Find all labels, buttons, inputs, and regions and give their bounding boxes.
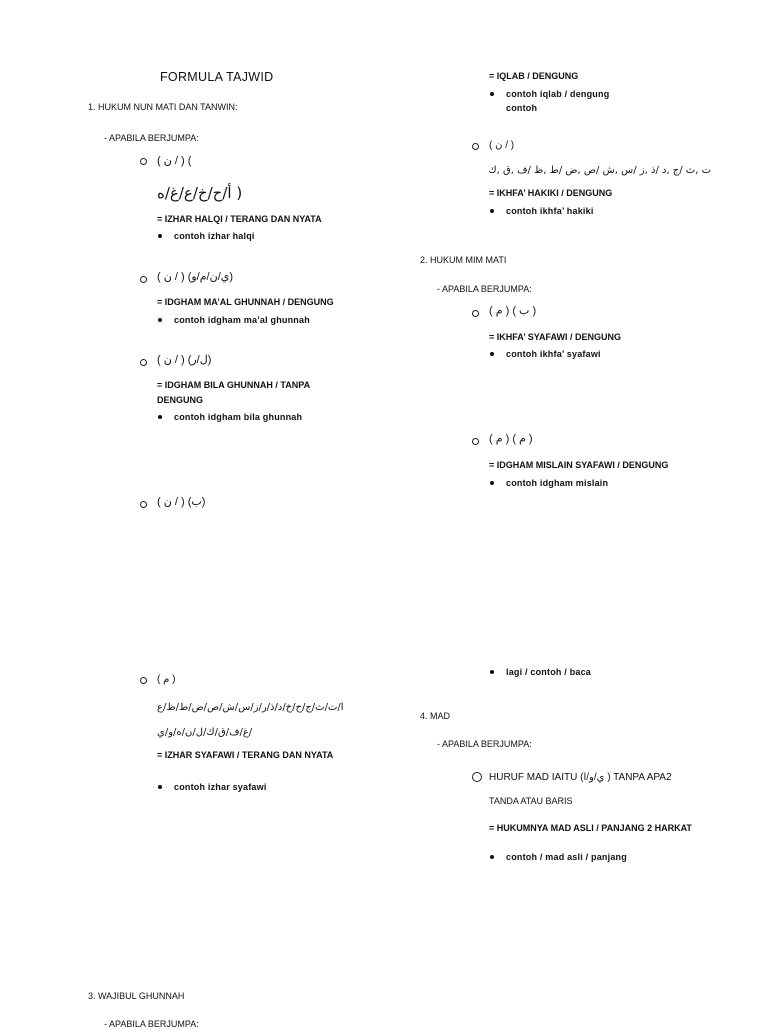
idgham-bila-pattern: ( ن / ) (ل/ر) — [157, 354, 212, 366]
bullet-dot-icon — [158, 785, 162, 789]
izhar-syafawi-letters-line2: /غ/ف/ق/ك/ل/ن/ه/و/ي — [157, 727, 253, 738]
section-1-apabila: - APABILA BERJUMPA: — [104, 133, 199, 143]
idgham-ghunnah-example: contoh idgham ma’al ghunnah — [174, 315, 310, 325]
bullet-dot-icon — [490, 92, 494, 96]
circle-bullet-icon — [140, 158, 147, 165]
ikhfa-hakiki-example: contoh ikhfa’ hakiki — [506, 206, 594, 216]
section-4-heading: 4. MAD — [420, 711, 451, 721]
bullet-dot-icon — [158, 318, 162, 322]
circle-bullet-icon — [140, 276, 147, 283]
bullet-dot-icon — [490, 209, 494, 213]
mad-huruf-line1: HURUF MAD IAITU (ي/و/ا ) TANPA APA2 — [489, 772, 672, 783]
iqlab-example-line2: contoh — [506, 103, 538, 113]
mad-asli-example: contoh / mad asli / panjang — [506, 852, 627, 862]
bullet-dot-icon — [490, 670, 494, 674]
izhar-syafawi-example-2: lagi / contoh / baca — [506, 667, 592, 677]
circle-bullet-icon — [140, 677, 147, 684]
circle-bullet-icon — [472, 143, 479, 150]
bullet-dot-icon — [490, 855, 494, 859]
ikhfa-syafawi-example: contoh ikhfa’ syafawi — [506, 349, 601, 359]
ikhfa-hakiki-rule: = IKHFA’ HAKIKI / DENGUNG — [489, 188, 613, 198]
bullet-dot-icon — [490, 481, 494, 485]
circle-bullet-icon — [472, 772, 482, 782]
section-3-heading: 3. WAJIBUL GHUNNAH — [88, 991, 185, 1001]
section-2-apabila: - APABILA BERJUMPA: — [437, 284, 532, 294]
iqlab-rule: = IQLAB / DENGUNG — [489, 71, 579, 81]
section-3-apabila: - APABILA BERJUMPA: — [104, 1019, 199, 1029]
mad-asli-rule: = HUKUMNYA MAD ASLI / PANJANG 2 HARKAT — [489, 823, 692, 833]
section-2-heading: 2. HUKUM MIM MATI — [420, 255, 507, 265]
idgham-mislain-rule: = IDGHAM MISLAIN SYAFAWI / DENGUNG — [489, 460, 669, 470]
idgham-mislain-pattern: ( م ) ( م ) — [489, 433, 533, 445]
iqlab-example-line1: contoh iqlab / dengung — [506, 89, 610, 99]
izhar-halqi-rule: = IZHAR HALQI / TERANG DAN NYATA — [157, 214, 322, 224]
circle-bullet-icon — [140, 359, 147, 366]
izhar-syafawi-letters-line1: ا/ت/ث/ج/ح/خ/د/ذ/ر/ز/س/ش/ص/ض/ط/ظ/ع — [157, 702, 344, 713]
idgham-bila-example: contoh idgham bila ghunnah — [174, 412, 303, 422]
idgham-bila-rule-line1: = IDGHAM BILA GHUNNAH / TANPA — [157, 380, 311, 390]
idgham-ghunnah-pattern: ( ن / ) (ي/ن/م/و) — [157, 271, 234, 283]
ikhfa-syafawi-pattern: ( م ) ( ب ) — [489, 305, 537, 317]
ikhfa-hakiki-pattern: ( ن / ) — [489, 140, 515, 151]
izhar-syafawi-pattern: ( م ) — [157, 674, 176, 685]
izhar-halqi-example: contoh izhar halqi — [174, 231, 255, 241]
mad-huruf-line2: TANDA ATAU BARIS — [489, 796, 573, 806]
circle-bullet-icon — [472, 438, 479, 445]
circle-bullet-icon — [472, 310, 479, 317]
ikhfa-syafawi-rule: = IKHFA’ SYAFAWI / DENGUNG — [489, 332, 621, 342]
bullet-dot-icon — [490, 352, 494, 356]
section-4-apabila: - APABILA BERJUMPA: — [437, 739, 532, 749]
idgham-bila-rule-line2: DENGUNG — [157, 395, 204, 405]
idgham-mislain-example: contoh idgham mislain — [506, 478, 609, 488]
idgham-ghunnah-rule: = IDGHAM MA’AL GHUNNAH / DENGUNG — [157, 297, 334, 307]
izhar-halqi-pattern: ( ن / ) ( — [157, 155, 192, 167]
ikhfa-hakiki-letters: ت ,ث /ج ,د /ذ ,ز /س ,ش /ص ,ض /ط ,ظ /ف ,ق ,ك — [488, 165, 711, 176]
section-1-heading: 1. HUKUM NUN MATI DAN TANWIN: — [88, 102, 238, 112]
iqlab-pattern: ( ن / ) (ب) — [157, 496, 206, 508]
izhar-syafawi-example: contoh izhar syafawi — [174, 782, 267, 792]
izhar-halqi-letters: ( أ/ح/خ/ع/غ/ه — [157, 184, 243, 202]
bullet-dot-icon — [158, 415, 162, 419]
page-title: FORMULA TAJWID — [160, 70, 274, 84]
bullet-dot-icon — [158, 234, 162, 238]
izhar-syafawi-rule: = IZHAR SYAFAWI / TERANG DAN NYATA — [157, 750, 334, 760]
circle-bullet-icon — [140, 501, 147, 508]
